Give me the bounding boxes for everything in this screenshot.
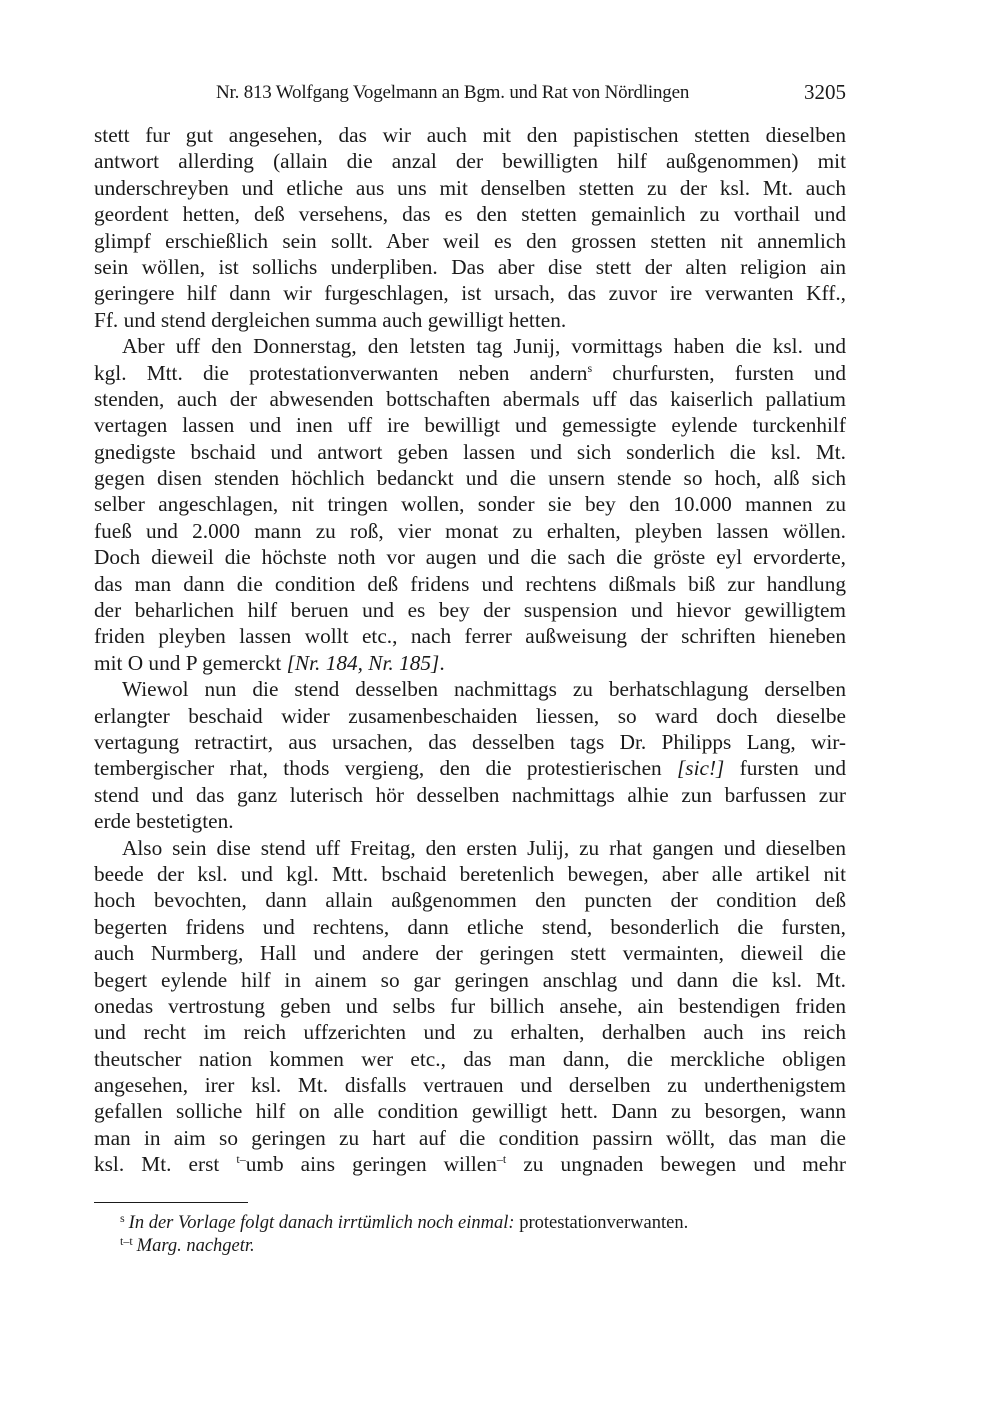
text-line: vertagen lassen und inen uff ire bewilligt und gemessigte eylende turckenhilf xyxy=(94,413,846,438)
text-line: erde bestetigten. xyxy=(94,809,234,834)
text-segment: ksl. Mt. erst xyxy=(94,1152,220,1177)
text-line: der beharlichen hilf beruen und es bey der suspension und hievor gewilligtem xyxy=(94,598,846,623)
text-line: begerten fridens und rechtens, dann etliche stend, besonderlich die fursten, xyxy=(94,914,846,939)
text-line: angesehen, irer ksl. Mt. disfalls vertrauen und derselben zu underthenigstem xyxy=(94,1073,846,1098)
text-line: Aber uff den Donnerstag, den letsten tag Junij, vormittags haben die ksl. und xyxy=(122,334,846,359)
text-line: theutscher nation kommen wer etc., das man dann, die merckliche obligen xyxy=(94,1046,846,1071)
text-line: gefallen solliche hilf on alle condition gewilligt hett. Dann zu besorgen, wann xyxy=(94,1099,846,1124)
footnote-ref-t-close[interactable]: –t xyxy=(496,1152,507,1167)
text-line: geringere hilf dann wir furgeschlagen, ist ursach, das zuvor ire verwanten Kff., xyxy=(94,281,846,306)
footnote-t xyxy=(120,1230,688,1256)
footnote-ref-t-open[interactable]: t– xyxy=(236,1152,246,1167)
text-line: und recht im reich uffzerichten und zu erhalten, derhalben auch ins reich xyxy=(94,1020,846,1045)
text-line: onedas vertrostung geben und selbs fur billich ansehe, ain bestendigen friden xyxy=(94,993,846,1018)
text-line: man in aim so geringen zu hart auf die condition passirn wöllt, das man die xyxy=(94,1125,846,1150)
text-line: geordent hetten, deß versehens, das es den stetten gemainlich zu vorthail und xyxy=(94,202,846,227)
text-line: gegen disen stenden höchlich bedanckt und die unsern stende so hoch, alß sich xyxy=(94,466,846,491)
text-line xyxy=(94,650,846,676)
text-line: erlangter beschaid wider zusamenbeschaiden liessen, so ward doch dieselbe xyxy=(94,703,846,728)
text-line: sein wöllen, ist sollichs underpliben. Das aber dise stett der alten religion ain xyxy=(94,254,846,279)
text-line: beede der ksl. und kgl. Mtt. bschaid beretenlich bewegen, aber alle artikel nit xyxy=(94,861,846,886)
text-line: friden pleyben lassen wollt etc., nach ferrer außweisung der schriften hieneben xyxy=(94,624,846,649)
text-line: stett fur gut angesehen, das wir auch mit den papistischen stetten dieselben xyxy=(94,123,846,147)
text-line xyxy=(94,360,846,386)
body-text xyxy=(94,122,846,1178)
text-segment: tembergischer rhat, thods vergieng, den die protestierischen xyxy=(94,756,662,781)
marginal-addition: umb ains geringen willen xyxy=(245,1152,497,1177)
sic-annotation: [sic!] xyxy=(677,756,725,781)
footnote-ref-s[interactable]: s xyxy=(587,360,593,375)
page-number: 3205 xyxy=(804,80,846,104)
text-line: glimpf erschießlich sein sollt. Aber weil es den grossen stetten nit annemlich xyxy=(94,228,846,253)
text-segment: zu ungnaden bewegen und mehr xyxy=(506,1152,846,1177)
text-line: antwort allerding (allain die anzal der bewilligten hilf außgenommen) mit xyxy=(94,149,846,174)
text-line: Doch dieweil die höchste noth vor augen und die sach die gröste eyl ervorderte, xyxy=(94,545,846,570)
text-segment: kgl. Mtt. die protestationverwanten neben andern xyxy=(94,360,588,385)
text-line: selber angeschlagen, nit tringen wollen, sonder sie bey den 10.000 mannen zu xyxy=(94,492,846,517)
text-line: Also sein dise stend uff Freitag, den ersten Julij, zu rhat gangen und dieselben xyxy=(122,835,846,860)
text-line: underschreyben und etliche aus uns mit denselben stetten zu der ksl. Mt. auch xyxy=(94,175,846,200)
text-line: das man dann die condition deß fridens und rechtens dißmals biß zur handlung xyxy=(94,571,846,596)
text-line: Ff. und stend dergleichen summa auch gewilligt hetten. xyxy=(94,307,567,332)
text-line xyxy=(94,1151,846,1177)
text-line: stenden, auch der abwesenden bottschaften abermals uff das kaiserlich pallatium xyxy=(94,386,846,411)
footnote-italic-text: In der Vorlage folgt danach irrtümlich noch einmal: xyxy=(128,1213,515,1233)
text-segment: . xyxy=(439,650,445,675)
footnote-italic-text: Marg. nachgetr. xyxy=(136,1236,255,1256)
text-line: vertagung retractirt, aus ursachen, das desselben tags Dr. Philipps Lang, wir- xyxy=(94,729,846,754)
footnote-text: protestationverwanten. xyxy=(514,1213,689,1233)
text-line: stend und das ganz luterisch hör desselben nachmittags alhie zun barfussen zur xyxy=(94,782,846,807)
paragraph-1 xyxy=(94,122,846,333)
text-line: Wiewol nun die stend desselben nachmittags zu berhatschlagung derselben xyxy=(122,677,846,702)
paragraph-3 xyxy=(94,676,846,834)
text-line: fueß und 2.000 mann zu roß, vier monat zu erhalten, pleyben lassen wöllen. xyxy=(94,518,846,543)
footnotes xyxy=(120,1207,689,1256)
running-header xyxy=(94,80,846,108)
footnote-mark: s xyxy=(120,1211,125,1225)
text-line: hoch bevochten, dann allain außgenommen den puncten der condition deß xyxy=(94,888,846,913)
paragraph-2 xyxy=(94,333,846,676)
text-line: gnedigste bschaid und antwort geben lassen und sich sonderlich die ksl. Mt. xyxy=(94,439,846,464)
text-segment: churfursten, fursten und xyxy=(592,360,846,385)
text-line: begert eylende hilf in ainem so gar geringen anschlag und dann die ksl. Mt. xyxy=(94,967,846,992)
text-line xyxy=(94,755,846,781)
editorial-reference: [Nr. 184, Nr. 185] xyxy=(286,650,440,675)
footnote-separator xyxy=(94,1202,248,1203)
running-title: Nr. 813 Wolfgang Vogelmann an Bgm. und Rat von Nördlingen xyxy=(216,82,690,103)
text-segment: mit O und P gemerckt xyxy=(94,650,282,675)
paragraph-4 xyxy=(94,835,846,1178)
text-segment: fursten und xyxy=(724,756,847,781)
footnote-mark: t–t xyxy=(120,1234,133,1248)
text-line: auch Nurmberg, Hall und andere der geringen stett vermainten, dieweil die xyxy=(94,941,846,966)
footnote-s xyxy=(120,1207,689,1233)
